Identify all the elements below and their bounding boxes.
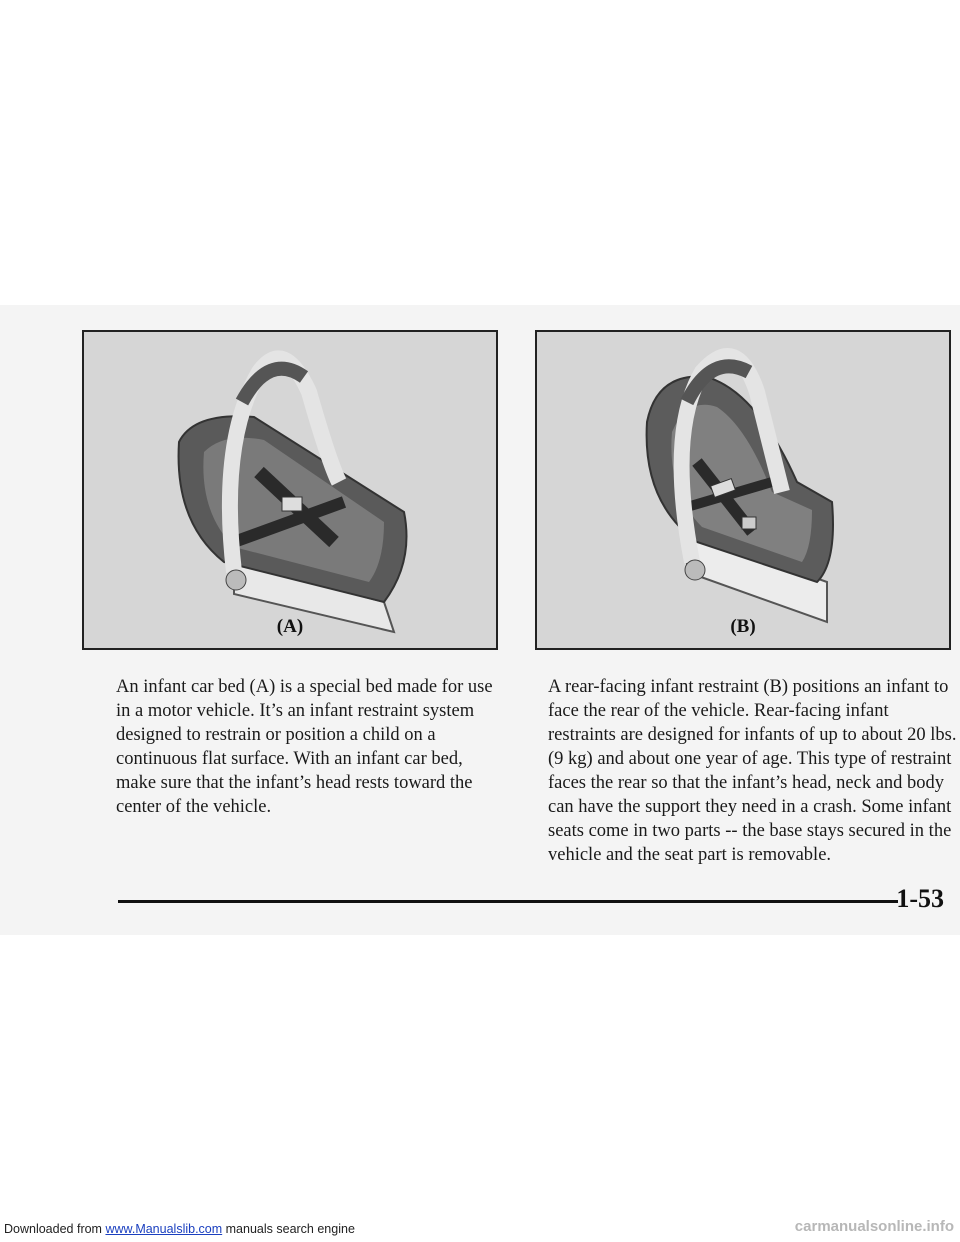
- paragraph-infant-car-bed: An infant car bed (A) is a special bed made for use in a motor vehicle. It’s an infant restraint system designed to restrain or position a child on a continuous flat surface. With an infant car bed, make sure that the infant’s head rests toward the center of the vehicle.: [116, 677, 493, 817]
- figure-infant-car-bed: [82, 330, 498, 650]
- figure-label-b: (B): [730, 616, 756, 637]
- footer-suffix: manuals search engine: [222, 1222, 355, 1236]
- rear-facing-restraint-illustration: [537, 332, 949, 648]
- figure-label-a: (A): [276, 616, 304, 637]
- footer-rule: [118, 900, 898, 903]
- watermark: carmanualsonline.info: [794, 1218, 954, 1235]
- page-number: 1-53: [896, 884, 944, 913]
- manualslib-link[interactable]: www.Manualslib.com: [105, 1222, 223, 1236]
- paragraph-rear-facing-restraint: A rear-facing infant restraint (B) positions an infant to face the rear of the vehicle. Rear-facing infant restraints are designed for infants of up to about 20 lbs. (9 kg) and about one year of age. This type of restraint faces the rear so that the infant’s head, neck and body can have the support they need in a crash. Some infant seats come in two parts -- the base stays secured in the vehicle and the seat part is removable.: [548, 677, 957, 865]
- download-footer: [4, 1222, 355, 1236]
- footer-prefix: Downloaded from: [4, 1222, 106, 1236]
- figure-rear-facing-restraint: [535, 330, 951, 650]
- infant-car-bed-illustration: [84, 332, 496, 648]
